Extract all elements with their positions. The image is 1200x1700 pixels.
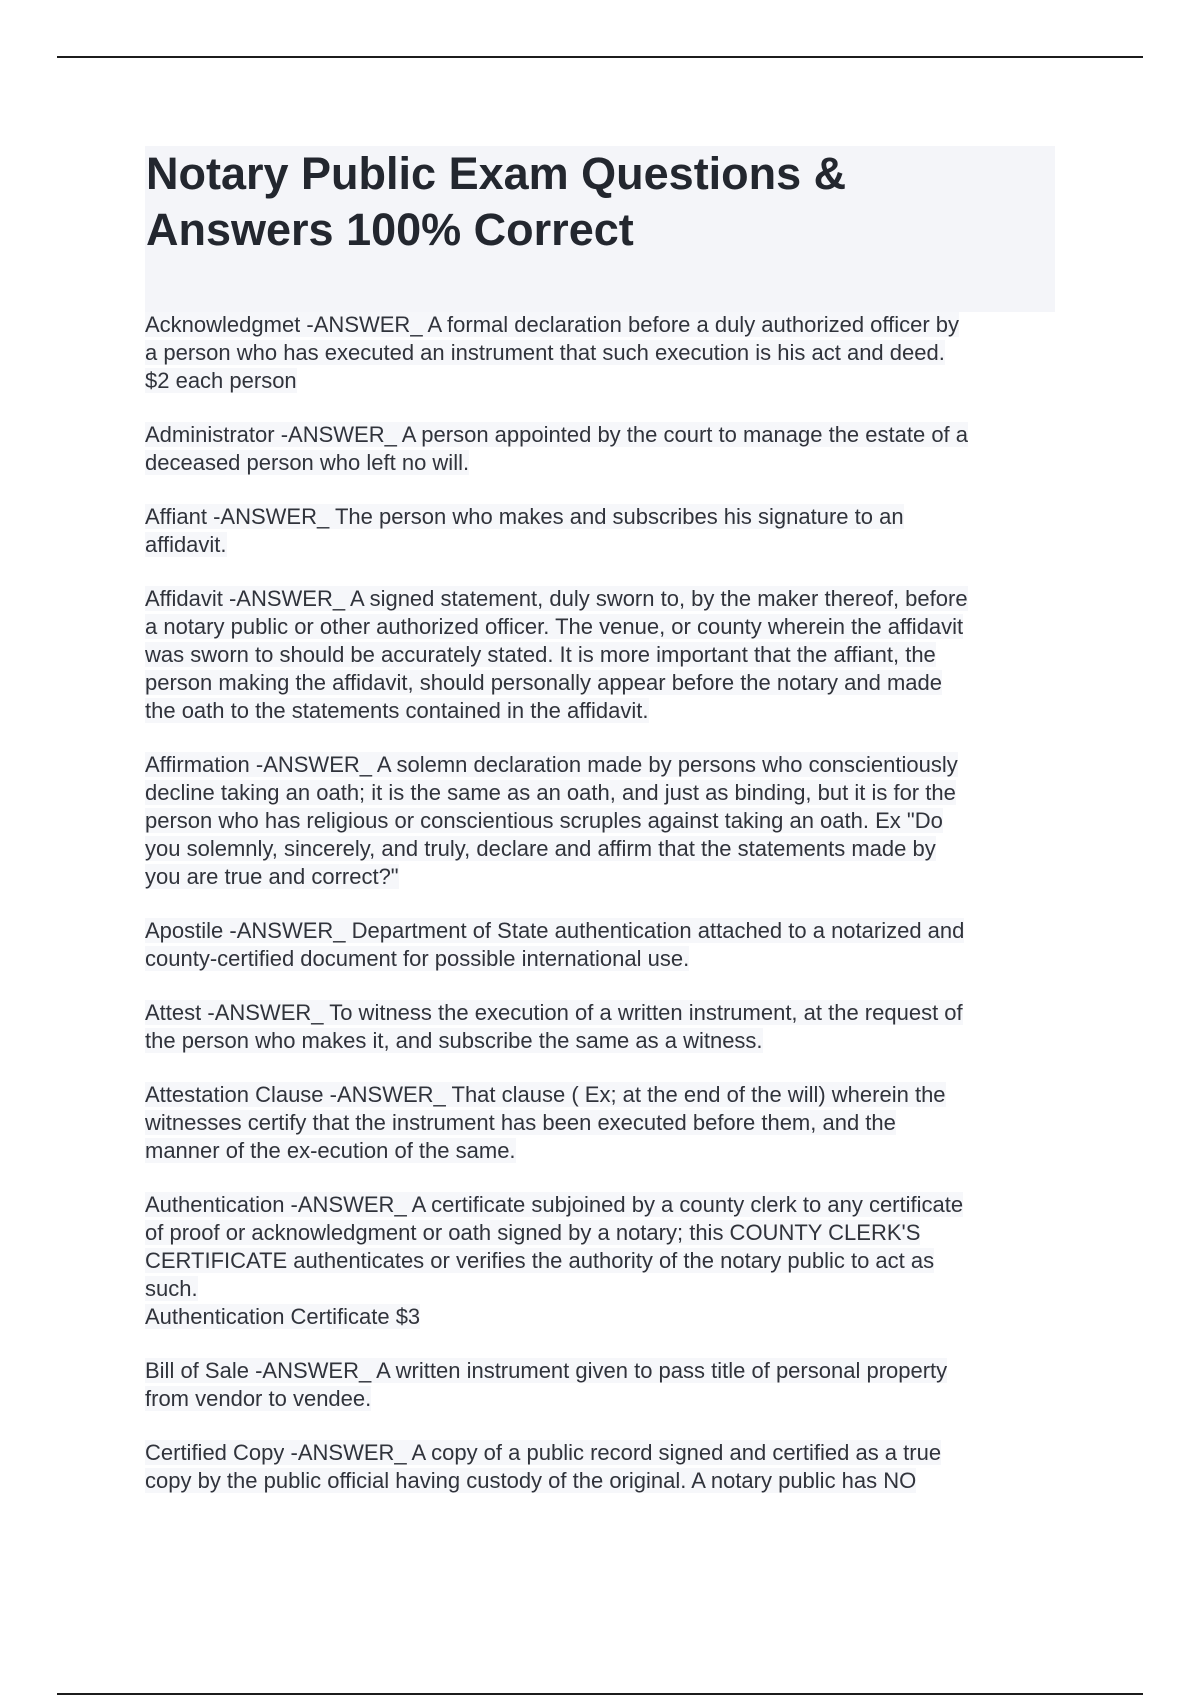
entry-term: Bill of Sale: [145, 1358, 249, 1383]
qa-list: [145, 311, 1065, 1521]
entry-term: Certified Copy: [145, 1440, 285, 1465]
entry-line: [145, 1027, 1065, 1055]
entry-text: you are true and correct?": [145, 864, 399, 889]
qa-entry: [145, 1081, 1065, 1165]
entry-line: [145, 1303, 1065, 1331]
entry-line: [145, 1109, 1065, 1137]
answer-separator: -ANSWER_: [222, 586, 350, 611]
answer-separator: -ANSWER_: [223, 918, 352, 943]
entry-text: Authentication Certificate $3: [145, 1304, 421, 1329]
qa-entry: [145, 917, 1065, 973]
answer-separator: -ANSWER_: [284, 1440, 412, 1465]
entry-text: person who has religious or conscientious scruples against taking an oath. Ex "Do: [145, 808, 943, 833]
entry-text: A formal declaration before a duly authorized officer by: [427, 312, 960, 337]
entry-line: [145, 1467, 1065, 1495]
entry-text: you solemnly, sincerely, and truly, declare and affirm that the statements made by: [145, 836, 936, 861]
answer-separator: -ANSWER_: [248, 1358, 377, 1383]
qa-entry: [145, 503, 1065, 559]
entry-line: [145, 585, 1065, 613]
answer-separator: -ANSWER_: [284, 1192, 412, 1217]
entry-line: [145, 613, 1065, 641]
entry-text: such.: [145, 1276, 198, 1301]
entry-term: Apostile: [145, 918, 224, 943]
entry-text: the oath to the statements contained in the affidavit.: [145, 698, 649, 723]
entry-text: A certificate subjoined by a county clerk to any certificate: [411, 1192, 964, 1217]
answer-separator: -ANSWER_: [300, 312, 428, 337]
answer-separator: -ANSWER_: [323, 1082, 452, 1107]
entry-text: witnesses certify that the instrument has been executed before them, and the: [145, 1110, 896, 1135]
entry-line: [145, 751, 1065, 779]
entry-line: [145, 1247, 1065, 1275]
entry-line: [145, 863, 1065, 891]
entry-term: Affirmation: [145, 752, 250, 777]
title-block: [145, 146, 1055, 312]
qa-entry: [145, 1357, 1065, 1413]
entry-text: a notary public or other authorized officer. The venue, or county wherein the affidavit: [145, 614, 964, 639]
entry-text: A person appointed by the court to manage the estate of a: [401, 422, 969, 447]
entry-line: [145, 1385, 1065, 1413]
entry-line: [145, 1357, 1065, 1385]
entry-term: Affiant: [145, 504, 207, 529]
answer-separator: -ANSWER_: [249, 752, 377, 777]
qa-entry: [145, 585, 1065, 725]
entry-text: $2 each person: [145, 368, 297, 393]
entry-text: was sworn to should be accurately stated. It is more important that the affiant, the: [145, 642, 936, 667]
entry-line: [145, 311, 1065, 339]
qa-entry: [145, 1191, 1065, 1331]
entry-text: A signed statement, duly sworn to, by the maker thereof, before: [350, 586, 968, 611]
entry-text: person making the affidavit, should personally appear before the notary and made: [145, 670, 942, 695]
entry-line: [145, 339, 1065, 367]
qa-entry: [145, 1439, 1065, 1495]
qa-entry: [145, 311, 1065, 395]
entry-line: [145, 1219, 1065, 1247]
entry-text: The person who makes and subscribes his signature to an: [334, 504, 904, 529]
entry-text: deceased person who left no will.: [145, 450, 470, 475]
entry-text: a person who has executed an instrument that such execution is his act and deed.: [145, 340, 945, 365]
entry-line: [145, 669, 1065, 697]
entry-line: [145, 945, 1065, 973]
qa-entry: [145, 751, 1065, 891]
entry-line: [145, 917, 1065, 945]
entry-text: copy by the public official having custody of the original. A notary public has NO: [145, 1468, 917, 1493]
top-rule: [57, 56, 1143, 58]
entry-text: county-certified document for possible international use.: [145, 946, 690, 971]
title-line-1: Notary Public Exam Questions &: [146, 148, 847, 199]
entry-term: Attest: [145, 1000, 202, 1025]
entry-text: decline taking an oath; it is the same as an oath, and just as binding, but it is for the: [145, 780, 956, 805]
entry-text: of proof or acknowledgment or oath signed by a notary; this COUNTY CLERK'S: [145, 1220, 921, 1245]
entry-line: [145, 807, 1065, 835]
entry-term: Affidavit: [145, 586, 223, 611]
entry-line: [145, 531, 1065, 559]
entry-line: [145, 449, 1065, 477]
entry-text: CERTIFICATE authenticates or verifies the authority of the notary public to act as: [145, 1248, 935, 1273]
answer-separator: -ANSWER_: [201, 1000, 330, 1025]
entry-line: [145, 421, 1065, 449]
entry-term: Authentication: [145, 1192, 285, 1217]
entry-term: Acknowledgmet: [145, 312, 301, 337]
title-line-2: Answers 100% Correct: [146, 204, 634, 255]
entry-text: manner of the ex-ecution of the same.: [145, 1138, 516, 1163]
entry-line: [145, 1275, 1065, 1303]
entry-text: To witness the execution of a written instrument, at the request of: [329, 1000, 963, 1025]
answer-separator: -ANSWER_: [206, 504, 335, 529]
entry-line: [145, 1081, 1065, 1109]
entry-term: Administrator: [145, 422, 275, 447]
page-title: [146, 146, 1055, 258]
entry-line: [145, 641, 1065, 669]
entry-line: [145, 1439, 1065, 1467]
entry-text: A solemn declaration made by persons who conscientiously: [376, 752, 958, 777]
entry-text: Department of State authentication attached to a notarized and: [351, 918, 965, 943]
entry-text: affidavit.: [145, 532, 227, 557]
entry-line: [145, 835, 1065, 863]
answer-separator: -ANSWER_: [274, 422, 402, 447]
entry-line: [145, 1191, 1065, 1219]
entry-line: [145, 697, 1065, 725]
entry-line: [145, 1137, 1065, 1165]
qa-entry: [145, 421, 1065, 477]
entry-line: [145, 999, 1065, 1027]
entry-text: A copy of a public record signed and certified as a true: [411, 1440, 942, 1465]
entry-line: [145, 367, 1065, 395]
entry-text: A written instrument given to pass title of personal property: [376, 1358, 948, 1383]
entry-text: from vendor to vendee.: [145, 1386, 372, 1411]
entry-line: [145, 779, 1065, 807]
qa-entry: [145, 999, 1065, 1055]
entry-text: That clause ( Ex; at the end of the will) wherein the: [451, 1082, 946, 1107]
bottom-rule: [57, 1693, 1143, 1695]
entry-text: the person who makes it, and subscribe the same as a witness.: [145, 1028, 763, 1053]
entry-term: Attestation Clause: [145, 1082, 324, 1107]
entry-line: [145, 503, 1065, 531]
